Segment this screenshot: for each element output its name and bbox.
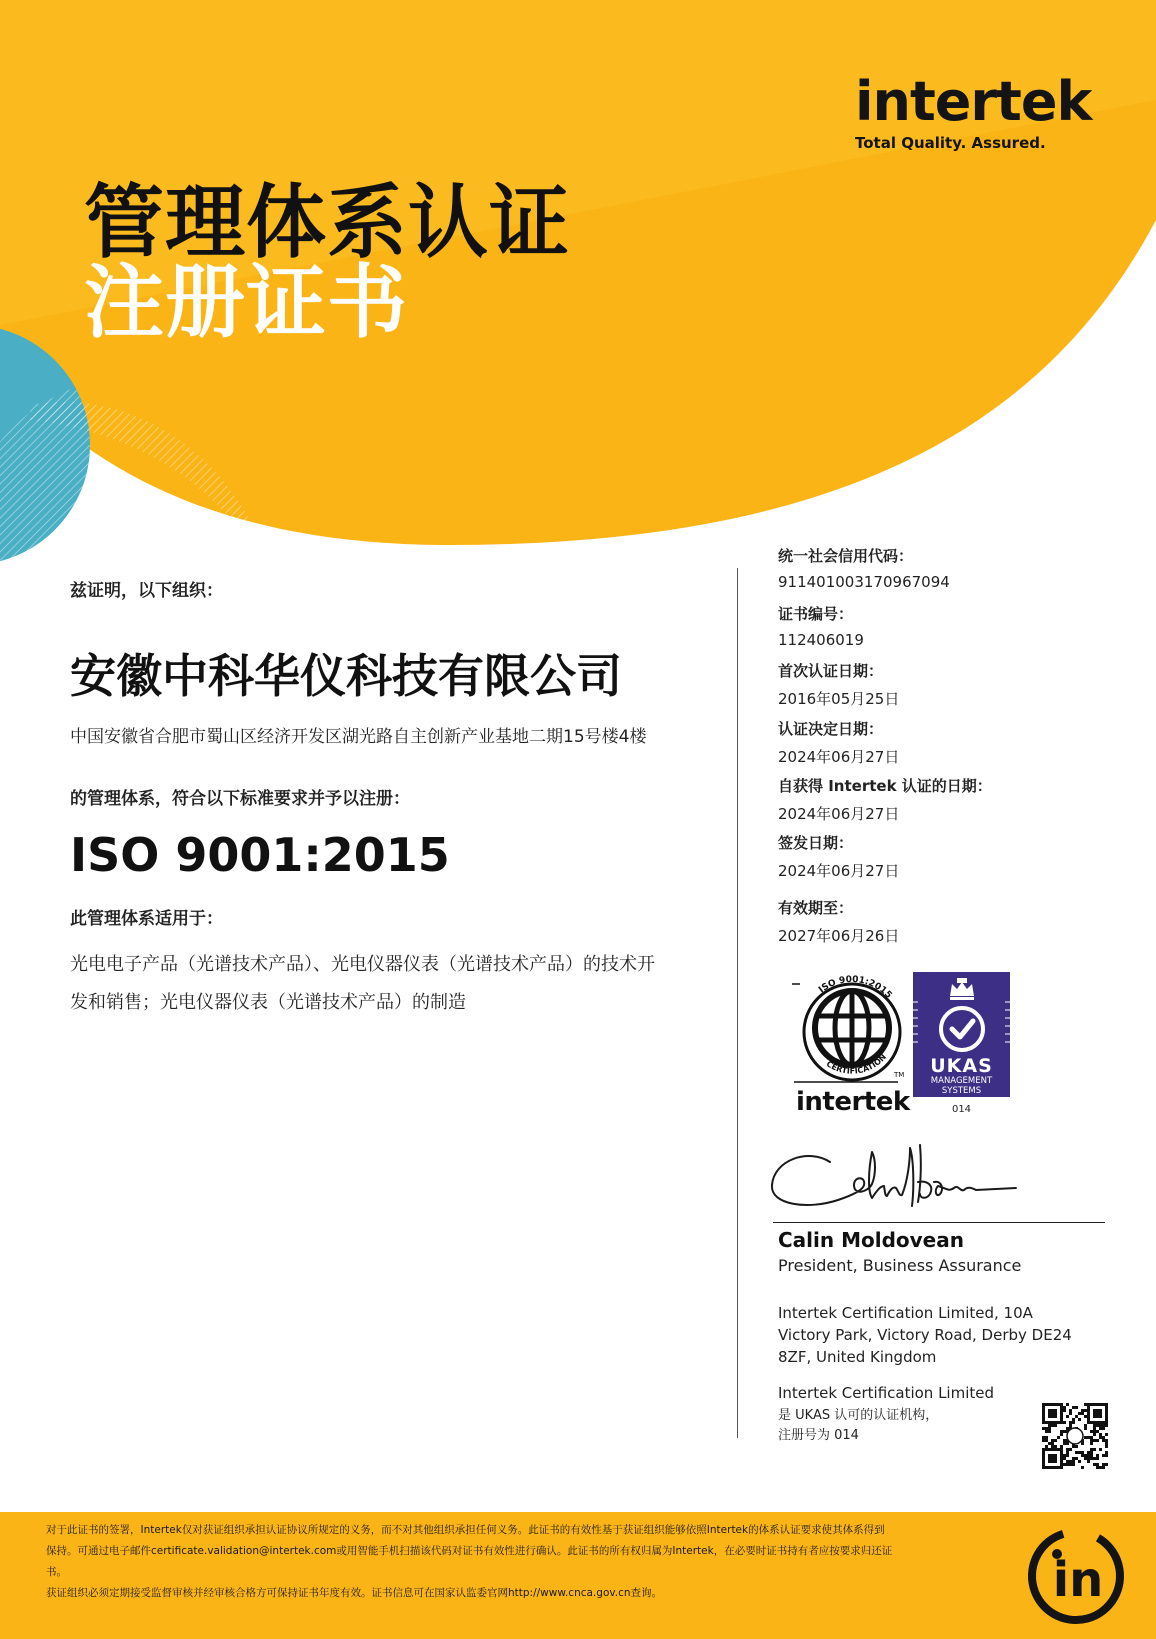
- qr-code[interactable]: [1042, 1403, 1108, 1469]
- iso-ring-bottom-text: CERTIFICATION: [824, 1052, 889, 1076]
- logo-tagline: Total Quality. Assured.: [855, 134, 1046, 152]
- badge-text: in: [1052, 1552, 1104, 1608]
- footer-line: 获证组织必须定期接受监督审核并经审核合格方可保持证书年度有效。证书信息可在国家认监委官网http://www.cnca.gov.cn查询。: [46, 1587, 663, 1599]
- detail-label-cert-number: 证书编号：: [778, 605, 854, 623]
- detail-value-first-cert-date: 2016年05月25日: [778, 690, 900, 708]
- signer-title: President, Business Assurance: [778, 1256, 1022, 1275]
- detail-label-decision-date: 认证决定日期：: [778, 720, 884, 738]
- detail-label-expiry-date: 有效期至：: [778, 899, 854, 917]
- accreditation-line-1: Intertek Certification Limited: [778, 1384, 995, 1402]
- detail-value-expiry-date: 2027年06月26日: [778, 927, 900, 945]
- logo-wordmark: intertek: [855, 70, 1092, 133]
- signature-image: [768, 1140, 1028, 1220]
- detail-label-issue-date: 签发日期：: [778, 834, 854, 852]
- footer-line: 对于此证书的签署，Intertek仅对获证组织承担认证协议所规定的义务，而不对其他组织承担任何义务。此证书的有效性基于获证组织能够依照Intertek的体系认证要求使其体系得到: [46, 1524, 885, 1536]
- detail-value-issue-date: 2024年06月27日: [778, 862, 900, 880]
- accreditation-line-2: 是 UKAS 认可的认证机构，: [778, 1408, 939, 1423]
- iso-certification-mark: [790, 970, 915, 1120]
- ukas-word: UKAS: [930, 1055, 993, 1077]
- ukas-number: 014: [951, 1104, 972, 1115]
- detail-label-since-date: 自获得 Intertek 认证的日期：: [778, 777, 992, 795]
- iso-ring-text: ISO 9001:2015: [817, 974, 894, 1001]
- accreditation-block: [778, 1384, 1028, 1446]
- detail-label-first-cert-date: 首次认证日期：: [778, 662, 884, 680]
- intertek-logo: [855, 72, 1091, 152]
- detail-value-decision-date: 2024年06月27日: [778, 748, 900, 766]
- scope-line: 光电电子产品（光谱技术产品）、光电仪器仪表（光谱技术产品）的技术开: [70, 954, 655, 975]
- issuer-address: Intertek Certification Limited, 10A Victory Park, Victory Road, Derby DE24 8ZF, United Kingdom: [778, 1304, 1072, 1366]
- ukas-line-2: SYSTEMS: [941, 1086, 982, 1096]
- detail-value-since-date: 2024年06月27日: [778, 805, 900, 823]
- ukas-mark: [913, 972, 1013, 1117]
- scope-line: 发和销售；光电仪器仪表（光谱技术产品）的制造: [70, 992, 466, 1013]
- scope-text: [70, 946, 730, 1022]
- detail-value-cert-number: 112406019: [778, 631, 864, 649]
- scope-label: 此管理体系适用于：: [70, 909, 223, 929]
- conform-label: 的管理体系，符合以下标准要求并予以注册：: [70, 789, 410, 809]
- title-line-1: 管理体系认证: [84, 176, 570, 269]
- detail-label-credit-code: 统一社会信用代码：: [778, 547, 914, 565]
- ukas-line-1: MANAGEMENT: [930, 1076, 993, 1086]
- column-divider: [737, 568, 738, 1438]
- iso-mark-intertek-word: intertek: [796, 1087, 910, 1117]
- accreditation-line-3: 注册号为 014: [778, 1428, 859, 1443]
- company-address: 中国安徽省合肥市蜀山区经济开发区湖光路自主创新产业基地二期15号楼4楼: [70, 727, 647, 747]
- footer-line: 书。: [46, 1566, 67, 1578]
- trademark-symbol: TM: [894, 1071, 905, 1079]
- footer-disclaimer: [46, 1520, 981, 1604]
- title-line-2: 注册证书: [84, 256, 408, 349]
- standard-name: ISO 9001:2015: [70, 828, 450, 882]
- intro-label: 兹证明，以下组织：: [70, 581, 223, 601]
- signer-name: Calin Moldovean: [778, 1228, 964, 1252]
- footer-line: 保持。可通过电子邮件certificate.validation@intertek.com或用智能手机扫描该代码对证书有效性进行确认。此证书的所有权归属为Intertek，在必要时证书持有者应按要求归还证: [46, 1545, 893, 1557]
- company-name: 安徽中科华仪科技有限公司: [70, 649, 622, 703]
- intertek-in-badge: [1026, 1524, 1126, 1628]
- detail-value-credit-code: 911401003170967094: [778, 573, 950, 591]
- signature-line: [773, 1222, 1105, 1223]
